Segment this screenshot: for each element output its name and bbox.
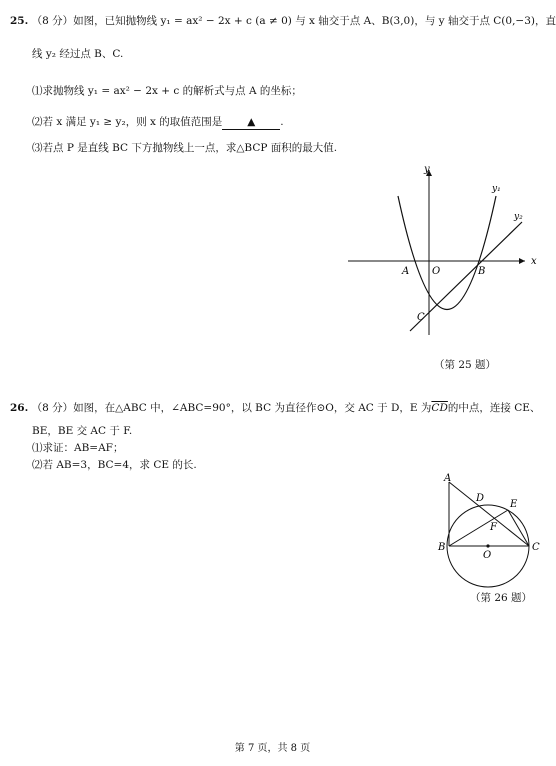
q25-label-y2: y₂ xyxy=(514,212,523,222)
q25-part2-end: . xyxy=(280,116,284,128)
q26-label-B: B xyxy=(438,542,446,553)
q26-part1: ⑴求证：AB=AF； xyxy=(32,442,124,454)
q26-caption: （第 26 题） xyxy=(470,592,533,604)
q25-label-A: A xyxy=(402,266,410,277)
q25-part3: ⑶若点 P 是直线 BC 下方抛物线上一点，求△BCP 面积的最大值. xyxy=(32,142,338,154)
q25-answer-blank: ▲ xyxy=(222,115,280,130)
q26-label-A: A xyxy=(444,473,452,484)
q26-line1 xyxy=(10,401,540,415)
q26-intro-post: 的中点，连接 CE、 xyxy=(447,402,541,414)
q26-intro2: BE，BE 交 AC 于 F. xyxy=(32,425,133,437)
q25-part1: ⑴求抛物线 y₁ = ax² − 2x + c 的解析式与点 A 的坐标； xyxy=(32,85,302,97)
q25-label-x: x xyxy=(531,256,537,267)
q26-figure xyxy=(436,470,542,586)
q25-line-y2 xyxy=(410,222,522,331)
q25-label-y1: y₁ xyxy=(492,184,501,194)
q25-figure xyxy=(345,158,535,338)
q26-center-dot xyxy=(486,544,489,547)
q26-number: 26. xyxy=(10,402,29,414)
q26-intro-pre: 如图，在△ABC 中，∠ABC=90°，以 BC 为直径作⊙O，交 AC 于 D，E 为 xyxy=(73,402,432,414)
q26-label-O: O xyxy=(483,550,492,561)
q25-intro2: 线 y₂ 经过点 B、C. xyxy=(32,48,124,60)
q26-label-C: C xyxy=(532,542,540,553)
q25-label-C: C xyxy=(417,312,425,323)
q25-points: （8 分） xyxy=(31,15,74,27)
q26-arc-cd: $\overline{CD}$ xyxy=(431,402,448,414)
q26-seg-CE xyxy=(508,510,529,546)
q25-label-B: B xyxy=(478,266,486,277)
q26-points: （8 分） xyxy=(31,402,74,414)
q25-label-O: O xyxy=(432,266,441,277)
q25-part2 xyxy=(32,115,284,130)
q25-parabola-y1 xyxy=(398,196,496,310)
q26-part2: ⑵若 AB=3，BC=4，求 CE 的长. xyxy=(32,459,197,471)
page-footer: 第 7 页，共 8 页 xyxy=(234,743,311,754)
q26-seg-BE xyxy=(449,510,508,546)
q26-label-D: D xyxy=(476,493,485,504)
q26-label-E: E xyxy=(510,499,518,510)
q25-label-y: y xyxy=(424,164,430,175)
q26-seg-AC xyxy=(449,482,529,546)
q25-number: 25. xyxy=(10,15,29,27)
q25-intro: 如图，已知抛物线 y₁ = ax² − 2x + c (a ≠ 0) 与 x 轴交于点 A、B(3,0)，与 y 轴交于点 C(0,−3)，直 xyxy=(73,15,556,27)
q26-label-F: F xyxy=(490,522,497,533)
q25-caption: （第 25 题） xyxy=(434,359,497,371)
q25-line1 xyxy=(10,14,556,28)
q25-part2-text: ⑵若 x 满足 y₁ ≥ y₂，则 x 的取值范围是 xyxy=(32,116,223,128)
